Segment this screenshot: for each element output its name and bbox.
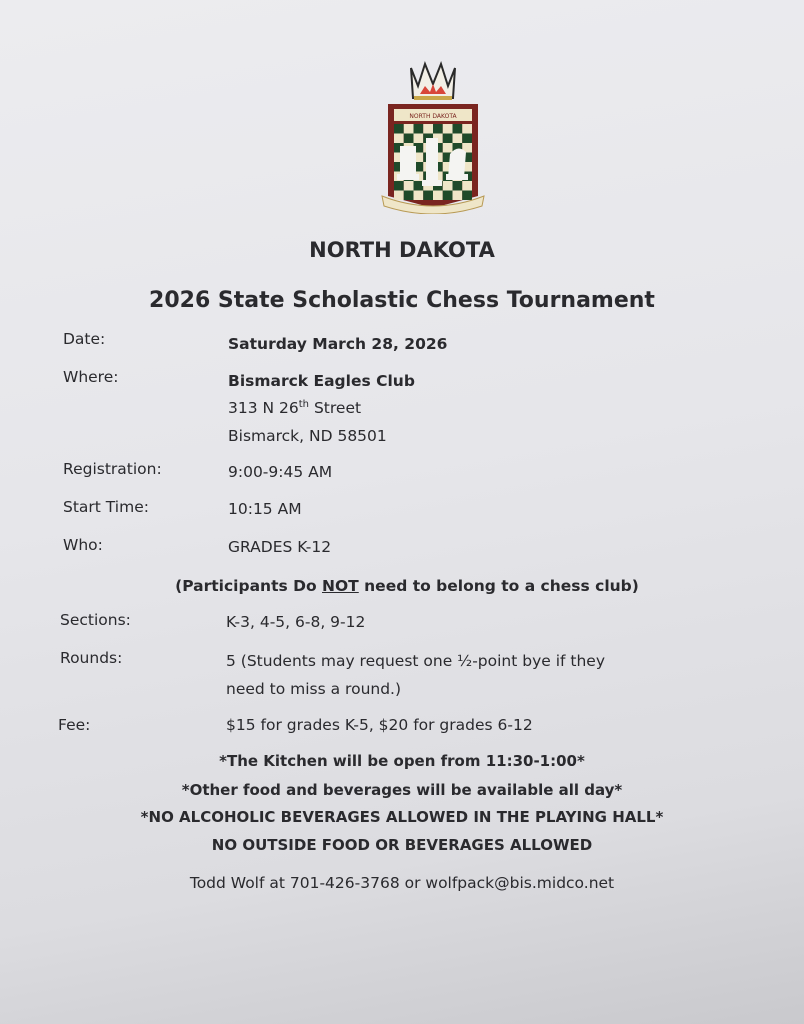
board-square [394, 191, 404, 201]
chess-association-logo [378, 56, 488, 214]
registration-label: Registration: [63, 460, 162, 478]
svg-text:NORTH DAKOTA: NORTH DAKOTA [409, 113, 457, 120]
board-square [394, 124, 404, 134]
start-time-label: Start Time: [63, 498, 149, 516]
fee-label: Fee: [58, 716, 91, 734]
board-square [453, 134, 463, 144]
venue-name: Bismarck Eagles Club [228, 372, 415, 390]
crown-icon [411, 64, 455, 100]
note-food: *Other food and beverages will be available all day* [181, 781, 623, 799]
board-square [433, 191, 443, 201]
board-square [443, 124, 453, 134]
board-square [443, 134, 453, 144]
board-square [462, 181, 472, 191]
rounds-value-line1: 5 (Students may request one ½-point bye if they [226, 652, 606, 670]
board-square [404, 124, 414, 134]
board-square [462, 124, 472, 134]
note-no-outside-food: NO OUTSIDE FOOD OR BEVERAGES ALLOWED [211, 836, 593, 854]
fee-value: $15 for grades K-5, $20 for grades 6-12 [226, 716, 533, 734]
board-square [414, 124, 424, 134]
where-label: Where: [63, 368, 119, 386]
board-square [443, 181, 453, 191]
who-label: Who: [63, 536, 103, 554]
board-square [394, 181, 404, 191]
board-square [453, 191, 463, 201]
board-square [404, 191, 414, 201]
board-square [423, 124, 433, 134]
board-square [394, 134, 404, 144]
state-heading: NORTH DAKOTA [309, 238, 495, 262]
board-square [433, 124, 443, 134]
sections-label: Sections: [60, 611, 131, 629]
board-square [453, 181, 463, 191]
venue-street: 313 N 26th Street [228, 399, 362, 418]
date-value: Saturday March 28, 2026 [228, 335, 448, 353]
contact-info: Todd Wolf at 701-426-3768 or wolfpack@bis.midco.net [189, 874, 615, 892]
board-square [414, 181, 424, 191]
board-square [443, 191, 453, 201]
date-label: Date: [63, 330, 106, 348]
board-square [414, 134, 424, 144]
board-square [414, 191, 424, 201]
rounds-label: Rounds: [60, 649, 123, 667]
registration-value: 9:00-9:45 AM [228, 463, 333, 481]
board-square [453, 124, 463, 134]
board-square [443, 143, 453, 153]
board-square [462, 191, 472, 201]
board-square [423, 191, 433, 201]
page-title: 2026 State Scholastic Chess Tournament [149, 288, 655, 313]
sections-value: K-3, 4-5, 6-8, 9-12 [226, 613, 366, 631]
note-kitchen: *The Kitchen will be open from 11:30-1:00* [219, 752, 585, 770]
who-value: GRADES K-12 [228, 538, 332, 556]
rounds-value-line2: need to miss a round.) [226, 680, 402, 698]
board-square [462, 134, 472, 144]
board-square [404, 134, 414, 144]
note-no-alcohol: *NO ALCOHOLIC BEVERAGES ALLOWED IN THE PLAYING HALL* [140, 808, 664, 826]
participants-note: (Participants Do NOT need to belong to a chess club) [175, 577, 639, 595]
board-square [404, 181, 414, 191]
venue-city: Bismarck, ND 58501 [228, 427, 387, 445]
start-time-value: 10:15 AM [228, 500, 302, 518]
rook-piece-icon [397, 146, 419, 180]
shield-icon [382, 104, 484, 214]
